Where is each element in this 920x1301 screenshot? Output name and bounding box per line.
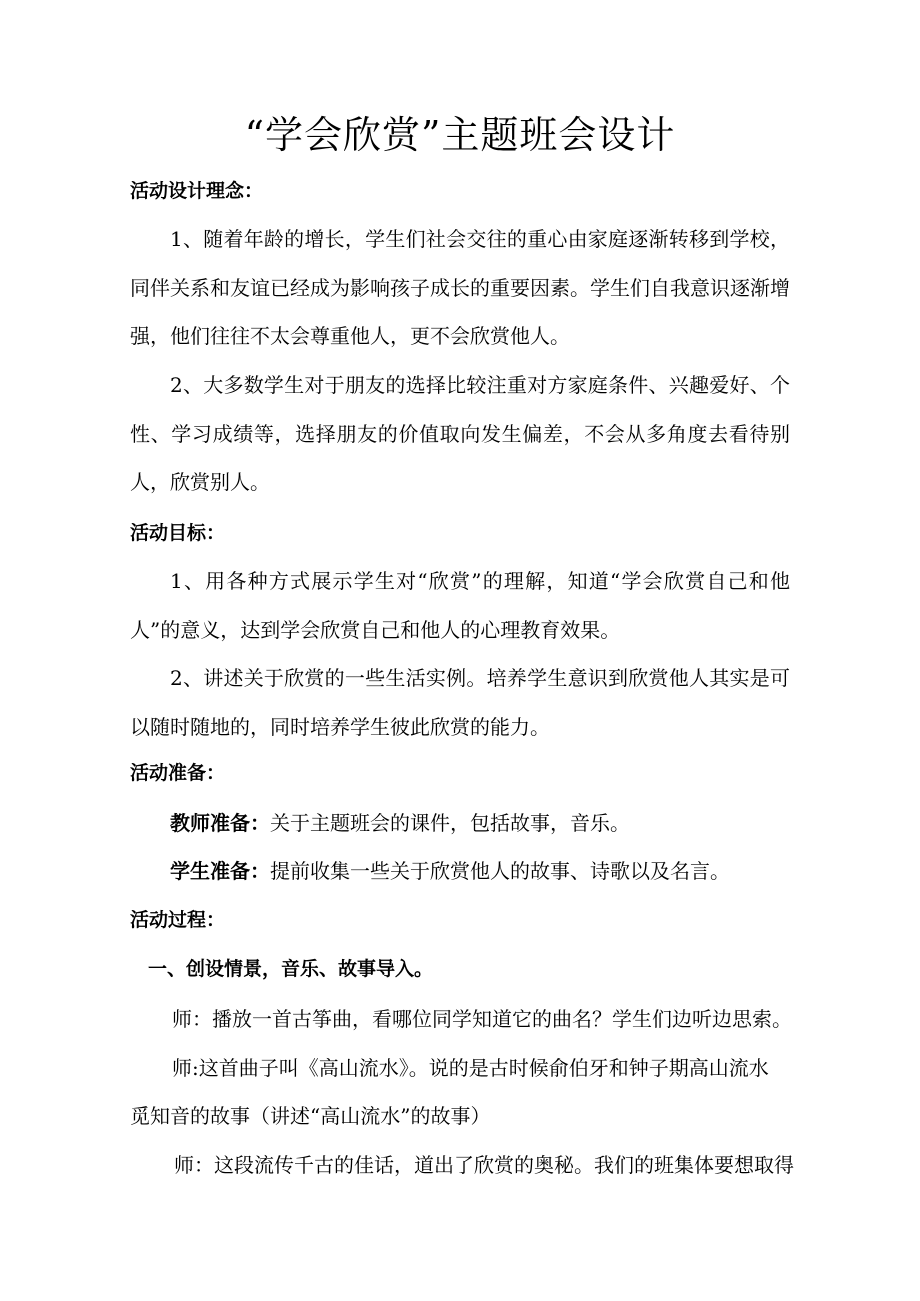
student-prep-text: 提前收集一些关于欣赏他人的故事、诗歌以及名言。: [270, 859, 730, 883]
document-title: “学会欣赏”主题班会设计: [244, 113, 676, 157]
student-prep-label: 学生准备：: [170, 859, 270, 883]
process-line-2b: 觅知音的故事（讲述“高山流水”的故事）: [130, 1104, 491, 1128]
process-line-2a: 师:这首曲子叫《高山流水》。说的是古时候俞伯牙和钟子期高山流水: [172, 1056, 769, 1080]
process-line-1: 师：播放一首古筝曲，看哪位同学知道它的曲名？学生们边听边思索。: [172, 1007, 792, 1031]
section-heading-concept: 活动设计理念：: [130, 180, 264, 202]
goals-paragraph-2: 2、讲述关于欣赏的一些生活实例。培养学生意识到欣赏他人其实是可以随时随地的，同时培养学生彼此欣赏的能力。: [130, 666, 790, 739]
section-heading-prep: 活动准备：: [130, 762, 226, 784]
goals-paragraph-1: 1、用各种方式展示学生对“欣赏”的理解，知道“学会欣赏自己和他人”的意义，达到学会欣赏自己和他人的心理教育效果。: [130, 569, 790, 642]
process-line-3: 师：这段流传千古的佳话，道出了欣赏的奥秘。我们的班集体要想取得: [174, 1153, 794, 1177]
teacher-prep-label: 教师准备：: [170, 811, 270, 835]
student-prep: [170, 858, 730, 884]
teacher-prep: [170, 810, 630, 836]
process-step1-heading: 一、创设情景，音乐、故事导入。: [148, 958, 434, 980]
section-heading-goals: 活动目标：: [130, 522, 226, 544]
teacher-prep-text: 关于主题班会的课件，包括故事，音乐。: [270, 811, 630, 835]
section-heading-process: 活动过程：: [130, 909, 226, 931]
concept-paragraph-2: 2、大多数学生对于朋友的选择比较注重对方家庭条件、兴趣爱好、个性、学习成绩等，选择朋友的价值取向发生偏差，不会从多角度去看待别人，欣赏别人。: [130, 373, 790, 495]
concept-paragraph-1: 1、随着年龄的增长，学生们社会交往的重心由家庭逐渐转移到学校，同伴关系和友谊已经成为影响孩子成长的重要因素。学生们自我意识逐渐增强，他们往往不太会尊重他人，更不会欣赏他人。: [130, 227, 790, 349]
